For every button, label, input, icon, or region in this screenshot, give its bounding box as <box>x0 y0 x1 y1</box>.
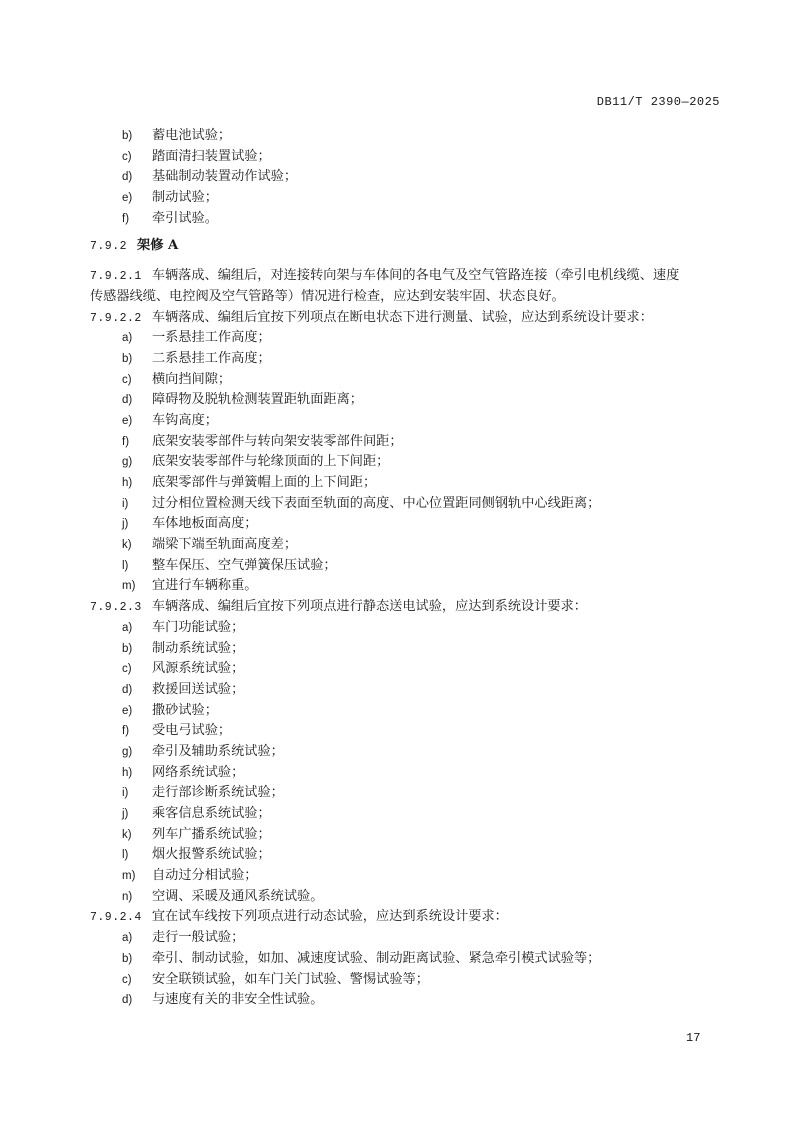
clause-text: 传感器线缆、电控阀及空气管路等）情况进行检查，应达到安装牢固、状态良好。 <box>90 288 565 304</box>
list-item <box>90 763 720 784</box>
list-marker: n) <box>122 890 133 903</box>
list-item <box>90 167 720 188</box>
list-item <box>90 411 720 432</box>
list-marker: e) <box>122 414 133 427</box>
list-item <box>90 825 720 846</box>
list-item <box>90 494 720 515</box>
list-marker: i) <box>122 497 129 510</box>
section-heading <box>90 236 720 257</box>
list-text: 走行一般试验； <box>152 930 245 946</box>
list-marker: i) <box>122 787 129 800</box>
list-marker: l) <box>122 559 129 572</box>
list-item <box>90 990 720 1011</box>
list-text: 底架安装零部件与转向架安装零部件间距； <box>152 433 403 449</box>
list-item <box>90 473 720 494</box>
list-marker: l) <box>122 849 129 862</box>
list-marker: b) <box>122 952 133 965</box>
standard-code: DB11/T 2390—2025 <box>596 95 720 109</box>
list-text: 过分相位置检测天线下表面至轨面的高度、中心位置距同侧钢轨中心线距离； <box>152 495 601 511</box>
list-marker: f) <box>122 212 130 225</box>
clause-7-9-2-3 <box>90 597 720 907</box>
list-text: 踏面清扫装置试验； <box>152 148 271 164</box>
list-item <box>90 390 720 411</box>
list-text: 与速度有关的非安全性试验。 <box>152 992 324 1008</box>
list-item <box>90 126 720 147</box>
list-item <box>90 804 720 825</box>
list-item <box>90 328 720 349</box>
list-marker: d) <box>122 171 133 184</box>
list-marker: e) <box>122 192 133 205</box>
list-marker: k) <box>122 828 132 841</box>
list-text: 牵引试验。 <box>152 210 218 226</box>
list-text: 车体地板面高度； <box>152 516 258 532</box>
list-text: 底架安装零部件与轮缘顶面的上下间距； <box>152 454 390 470</box>
list-text: 牵引、制动试验，如加、减速度试验、制动距离试验、紧急牵引模式试验等； <box>152 950 601 966</box>
clause-7-9-2-1 <box>90 266 720 307</box>
list-item <box>90 514 720 535</box>
list-text: 宜进行车辆称重。 <box>152 578 258 594</box>
list-marker: h) <box>122 766 133 779</box>
clause-text: 宜在试车线按下列项点进行动态试验，应达到系统设计要求： <box>151 909 508 925</box>
list-item <box>90 639 720 660</box>
list-item <box>90 742 720 763</box>
list-item <box>90 680 720 701</box>
list-text: 救援回送试验； <box>152 681 245 697</box>
list-text: 二系悬挂工作高度； <box>152 350 271 366</box>
list-marker: d) <box>122 394 133 407</box>
list-marker: a) <box>122 932 133 945</box>
clause-paragraph-line <box>90 287 720 308</box>
list-item <box>90 370 720 391</box>
list-marker: h) <box>122 477 133 489</box>
list-text: 蓄电池试验； <box>152 128 232 143</box>
list-item <box>90 147 720 168</box>
list-marker: b) <box>122 352 133 365</box>
list-text: 车钩高度； <box>152 412 218 428</box>
list-marker: g) <box>122 745 133 758</box>
list-item <box>90 576 720 597</box>
list-item <box>90 432 720 453</box>
clause-number: 7.9.2.2 <box>90 311 142 325</box>
list-item <box>90 452 720 473</box>
list-text: 列车广播系统试验； <box>152 826 271 842</box>
clause-text: 车辆落成、编组后，对连接转向架与车体间的各电气及空气管路连接（牵引电机线缆、速度 <box>151 268 680 284</box>
list-item <box>90 556 720 577</box>
section-title: 架修 A <box>137 238 179 254</box>
list-marker: c) <box>122 973 132 986</box>
list-marker: b) <box>122 130 133 142</box>
list-text: 端梁下端至轨面高度差； <box>152 537 298 553</box>
list-text: 网络系统试验； <box>152 764 245 780</box>
list-text: 风源系统试验； <box>152 661 245 677</box>
section-number: 7.9.2 <box>90 240 128 254</box>
list-marker: d) <box>122 994 133 1007</box>
list-item <box>90 845 720 866</box>
list-marker: a) <box>122 332 133 345</box>
list-text: 空调、采暖及通风系统试验。 <box>152 888 324 904</box>
list-text: 车门功能试验； <box>152 619 245 635</box>
list-text: 受电弓试验； <box>152 723 232 739</box>
list-marker: m) <box>122 870 136 883</box>
list-text: 安全联锁试验，如车门关门试验、警惕试验等； <box>152 971 429 987</box>
page-number: 17 <box>686 1031 701 1045</box>
list-text: 乘客信息系统试验； <box>152 806 271 821</box>
list-marker: f) <box>122 435 130 448</box>
list-marker: c) <box>122 373 132 386</box>
list-marker: k) <box>122 539 132 552</box>
clause-7-9-2-2 <box>90 308 720 598</box>
list-item <box>90 783 720 804</box>
list-marker: a) <box>122 621 133 634</box>
list-item <box>90 866 720 887</box>
list-text: 制动试验； <box>152 190 218 206</box>
list-item <box>90 209 720 230</box>
list-item <box>90 618 720 639</box>
list-marker: b) <box>122 642 133 655</box>
clause-number: 7.9.2.4 <box>90 911 142 925</box>
list-item <box>90 949 720 970</box>
list-text: 障碍物及脱轨检测装置距轨面距离； <box>152 392 363 408</box>
list-item <box>90 188 720 209</box>
list-text: 撒砂试验； <box>152 702 218 718</box>
list-text: 自动过分相试验； <box>152 868 258 884</box>
list-item <box>90 721 720 742</box>
list-marker: c) <box>122 663 132 676</box>
list-text: 一系悬挂工作高度； <box>152 330 271 346</box>
page-content <box>90 126 720 1011</box>
list-marker: m) <box>122 580 136 593</box>
top-list <box>90 126 720 229</box>
list-item <box>90 659 720 680</box>
list-text: 底架零部件与弹簧帽上面的上下间距； <box>152 475 377 490</box>
list-marker: j) <box>122 518 129 531</box>
list-item <box>90 535 720 556</box>
list-item <box>90 887 720 908</box>
list-text: 走行部诊断系统试验； <box>152 785 284 801</box>
list-marker: e) <box>122 704 133 717</box>
list-marker: d) <box>122 683 133 696</box>
list-item <box>90 970 720 991</box>
clause-text: 车辆落成、编组后宜按下列项点在断电状态下进行测量、试验，应达到系统设计要求： <box>151 309 653 325</box>
list-item <box>90 928 720 949</box>
list-text: 烟火报警系统试验； <box>152 847 271 863</box>
clause-text: 车辆落成、编组后宜按下列项点进行静态送电试验，应达到系统设计要求： <box>151 599 587 615</box>
list-text: 基础制动装置动作试验； <box>152 169 298 185</box>
list-text: 横向挡间隙； <box>152 371 232 387</box>
list-text: 牵引及辅助系统试验； <box>152 743 284 759</box>
clause-paragraph-line <box>90 907 720 928</box>
list-marker: c) <box>122 150 132 163</box>
clause-paragraph-line <box>90 266 720 287</box>
list-text: 整车保压、空气弹簧保压试验； <box>152 557 337 573</box>
clause-number: 7.9.2.3 <box>90 601 142 615</box>
list-item <box>90 701 720 722</box>
clause-paragraph-line <box>90 597 720 618</box>
clause-number: 7.9.2.1 <box>90 270 142 284</box>
list-marker: g) <box>122 456 133 469</box>
list-marker: j) <box>122 808 129 820</box>
list-marker: f) <box>122 725 130 738</box>
clause-7-9-2-4 <box>90 907 720 1010</box>
list-item <box>90 349 720 370</box>
list-text: 制动系统试验； <box>152 640 245 656</box>
clause-paragraph-line <box>90 308 720 329</box>
